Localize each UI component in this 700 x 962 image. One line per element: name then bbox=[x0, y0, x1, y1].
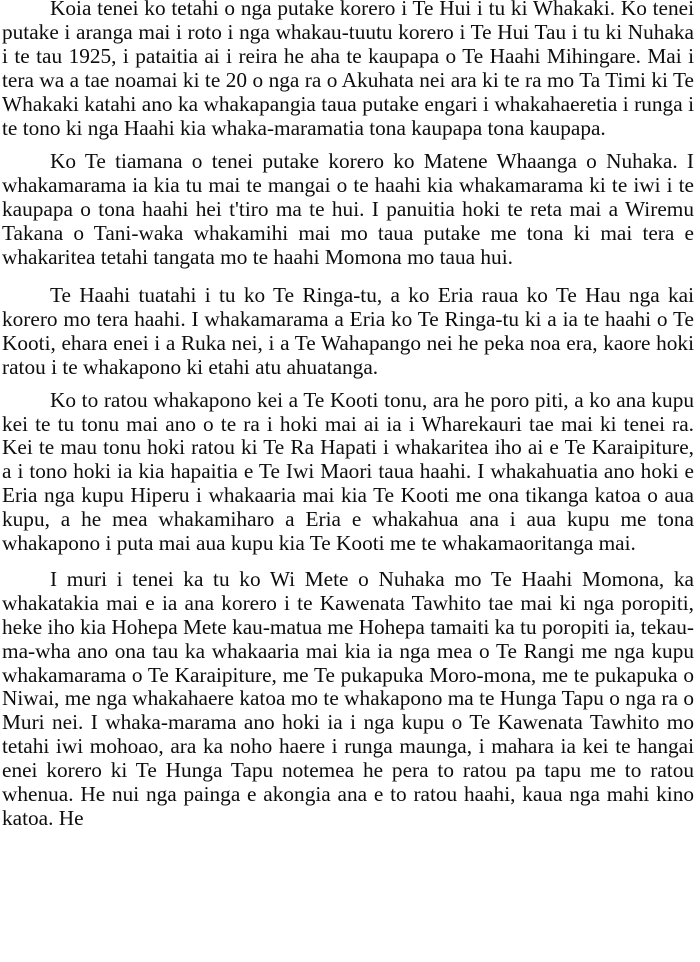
paragraph-4: Ko to ratou whakapono kei a Te Kooti tonu, ara he poro piti, a ko ana kupu kei te tu tonu mai ano o te ra i hoki mai ai ia i Wharekauri tae mai ki tenei ra. Kei te mau tonu hoki ratou ki Te Ra Hapati i whakaritea iho ai e Te Karaipiture, a i tono hoki ia kia hapaitia e Te Iwi Maori taua haahi. I whakahuatia ano hoki e Eria nga kupu Hiperu i whakaaria mai kia Te Kooti me ona tikanga katoa o aua kupu, a he mea whakamiharo a Eria e whakahua ana i aua kupu me tona whakapono i puta mai aua kupu kia Te Kooti me te whakamaoritanga mai. bbox=[2, 387, 694, 556]
paragraph-1: Koia tenei ko tetahi o nga putake korero i Te Hui i tu ki Whakaki. Ko tenei putake i aranga mai i roto i nga whakau-tuutu korero i Te Hui Tau i tu ki Nuhaka i te tau 1925, i pataitia ai i reira he aha te kaupapa o Te Haahi Mihingare. Mai i tera wa a tae noamai ki te 20 o nga ra o Akuhata nei ara ki te ra mo Ta Timi ki Te Whakaki katahi ano ka whakapangia taua putake engari i whakahaeretia i runga i te tono ki nga Haahi kia whaka-maramatia tona kaupapa tona kaupapa. bbox=[2, 0, 694, 140]
paragraph-2: Ko Te tiamana o tenei putake korero ko Matene Whaanga o Nuhaka. I whakamarama ia kia tu mai te mangai o te haahi kia whakamarama ki te iwi i te kaupapa o tona haahi hei t'tiro ma te hui. I panuitia hoki te reta mai a Wiremu Takana o Tani-waka whakamihi mai mo taua putake me tona ki mai tera e whakaritea tetahi tangata mo te haahi Momona mo taua hui. bbox=[2, 149, 694, 270]
paragraph-5: I muri i tenei ka tu ko Wi Mete o Nuhaka mo Te Haahi Momona, ka whakatakia mai e ia ana korero i te Kawenata Tawhito tae mai ki nga poropiti, heke iho kia Hohepa Mete kau-matua me Hohepa tamaiti ka tu poropiti ia, tekau-ma-wha ano ona tau ka whakaaria mai kia ia nga mea o Te Rangi me nga kupu whakamarama o Te Karaipiture, me Te pukapuka Moro-mona, me te pukapuka o Niwai, me nga whakahaere katoa mo te whakapono ma te Hunga Tapu o nga ra o Muri nei. I whaka-marama ano hoki ia i nga kupu o Te Kawenata Tawhito mo tetahi iwi mohoao, ara ka noho haere i runga maunga, i mahara ia kei te hangai enei korero ki Te Hunga Tapu notemea he pera to ratou pa tapu me to ratou whenua. He nui nga painga e akongia ana e to ratou haahi, kaua nga mahi kino katoa. He bbox=[2, 566, 694, 830]
paragraph-3: Te Haahi tuatahi i tu ko Te Ringa-tu, a ko Eria raua ko Te Hau nga kai korero mo tera haahi. I whakamarama a Eria ko Te Ringa-tu ki a ia te haahi o Te Kooti, ehara enei i a Ruka nei, i a Te Wahapango nei he peka noa era, kaore hoki ratou i te whakapono ki etahi atu ahuatanga. bbox=[2, 282, 694, 379]
